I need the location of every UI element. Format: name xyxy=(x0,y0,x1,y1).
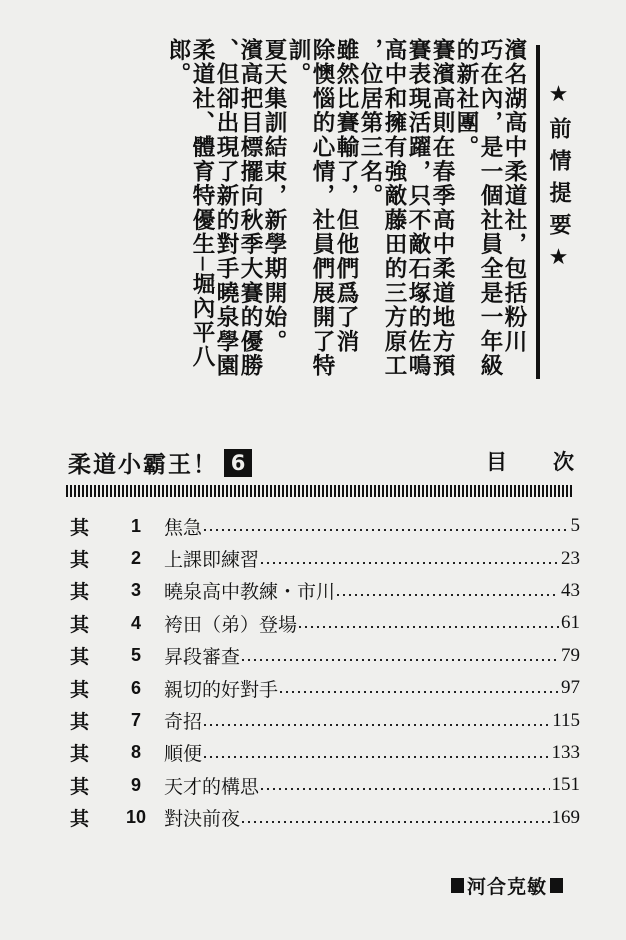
chapter-number: 5 xyxy=(130,645,141,666)
volume-badge: 6 xyxy=(224,449,252,477)
synopsis-column: 高中和擁有強敵藤田的三方原工 xyxy=(381,38,407,379)
chapter-page-number: 151 xyxy=(551,774,580,796)
chapter-page-number: 115 xyxy=(552,709,580,731)
dot-leader xyxy=(299,626,559,628)
chapter-title: 曉泉高中教練・市川 xyxy=(164,581,336,604)
table-of-contents xyxy=(70,510,580,834)
synopsis-column: 賽濱高則在春季高中柔道地方預 xyxy=(429,38,455,379)
chapter-title: 昇段審查 xyxy=(164,646,241,669)
chapter-number: 4 xyxy=(130,612,141,633)
synopsis-column: 郎。 xyxy=(165,38,191,87)
dot-leader xyxy=(242,659,559,661)
chapter-page-number: 61 xyxy=(561,612,580,634)
chapter-title: 上課即練習 xyxy=(164,549,260,572)
chapter-prefix: 其 xyxy=(70,711,90,734)
chapter-prefix: 其 xyxy=(70,613,90,636)
toc-row[interactable] xyxy=(70,640,580,672)
chapter-number: 8 xyxy=(130,742,141,763)
synopsis-divider xyxy=(536,45,540,379)
chapter-prefix: 其 xyxy=(70,678,90,701)
chapter-prefix: 其 xyxy=(70,743,90,766)
synopsis-column: 濱名湖高中柔道社，包括粉川 xyxy=(501,38,527,354)
toc-row[interactable] xyxy=(70,769,580,801)
dot-leader xyxy=(242,821,549,823)
dot-leader xyxy=(337,594,559,596)
chapter-prefix: 其 xyxy=(70,516,90,539)
dot-leader xyxy=(261,562,559,564)
book-title-text: 柔道小霸王！ xyxy=(68,452,218,478)
toc-heading: 目次 xyxy=(486,450,620,474)
hatched-divider xyxy=(66,485,574,497)
chapter-prefix: 其 xyxy=(70,808,90,831)
synopsis-column: 夏天集訓結束，新學期開始。 xyxy=(261,38,287,354)
toc-row[interactable] xyxy=(70,607,580,639)
toc-row[interactable] xyxy=(70,672,580,704)
dot-leader xyxy=(204,724,550,726)
synopsis-text xyxy=(166,38,526,383)
toc-row[interactable] xyxy=(70,802,580,834)
chapter-number: 3 xyxy=(130,580,141,601)
chapter-page-number: 97 xyxy=(561,677,580,699)
author-credit xyxy=(448,872,566,899)
dot-leader xyxy=(280,691,559,693)
toc-row[interactable] xyxy=(70,542,580,574)
chapter-page-number: 133 xyxy=(551,741,580,763)
synopsis-column: 訓。 xyxy=(285,38,311,87)
chapter-page-number: 169 xyxy=(551,806,580,828)
chapter-title: 順便 xyxy=(164,743,203,766)
dot-leader xyxy=(204,529,568,531)
synopsis-column: 巧在內，是一個社員全是一年級 xyxy=(477,38,503,379)
chapter-number: 7 xyxy=(130,710,141,731)
synopsis-column: 柔道社、體育特優生─堀內平八 xyxy=(189,38,215,370)
synopsis-column: 除懊惱的心情，社員們展開了特 xyxy=(309,38,335,379)
synopsis-column: 、但卻出現了新的對手曉泉學園 xyxy=(213,38,239,379)
chapter-title: 袴田（弟）登場 xyxy=(164,613,298,636)
chapter-page-number: 43 xyxy=(561,579,580,601)
toc-row[interactable] xyxy=(70,575,580,607)
chapter-prefix: 其 xyxy=(70,775,90,798)
chapter-prefix: 其 xyxy=(70,646,90,669)
chapter-number: 10 xyxy=(125,807,147,828)
chapter-number: 1 xyxy=(130,515,141,536)
synopsis-column: ，位居第三名。 xyxy=(357,38,383,209)
chapter-title: 奇招 xyxy=(164,711,203,734)
synopsis-column: 雖然比賽輸了，但他們爲了消 xyxy=(333,38,359,354)
chapter-title: 焦急 xyxy=(164,516,203,539)
chapter-number: 6 xyxy=(130,677,141,698)
chapter-title: 親切的好對手 xyxy=(164,678,279,701)
chapter-title: 天才的構思 xyxy=(164,775,260,798)
chapter-prefix: 其 xyxy=(70,581,90,604)
synopsis-column: 的新社團。 xyxy=(453,38,479,160)
chapter-number: 9 xyxy=(130,774,141,795)
chapter-page-number: 79 xyxy=(561,644,580,666)
chapter-prefix: 其 xyxy=(70,549,90,572)
toc-row[interactable] xyxy=(70,510,580,542)
author-name: 河合克敏 xyxy=(467,876,548,898)
chapter-title: 對決前夜 xyxy=(164,808,241,831)
chapter-page-number: 23 xyxy=(561,547,580,569)
square-bullet-icon xyxy=(451,878,464,893)
chapter-number: 2 xyxy=(130,548,141,569)
synopsis-column: 濱高把目標擺向秋季大賽的優勝 xyxy=(237,38,263,379)
toc-row[interactable] xyxy=(70,737,580,769)
synopsis-column: 賽表現活躍，只不敵石塚的佐鳴 xyxy=(405,38,431,379)
square-bullet-icon xyxy=(550,878,563,893)
synopsis-heading: ★前情提要★ xyxy=(546,82,571,280)
book-title xyxy=(68,446,252,479)
chapter-page-number: 5 xyxy=(570,515,580,537)
dot-leader xyxy=(204,756,549,758)
toc-row[interactable] xyxy=(70,704,580,736)
dot-leader xyxy=(261,788,549,790)
